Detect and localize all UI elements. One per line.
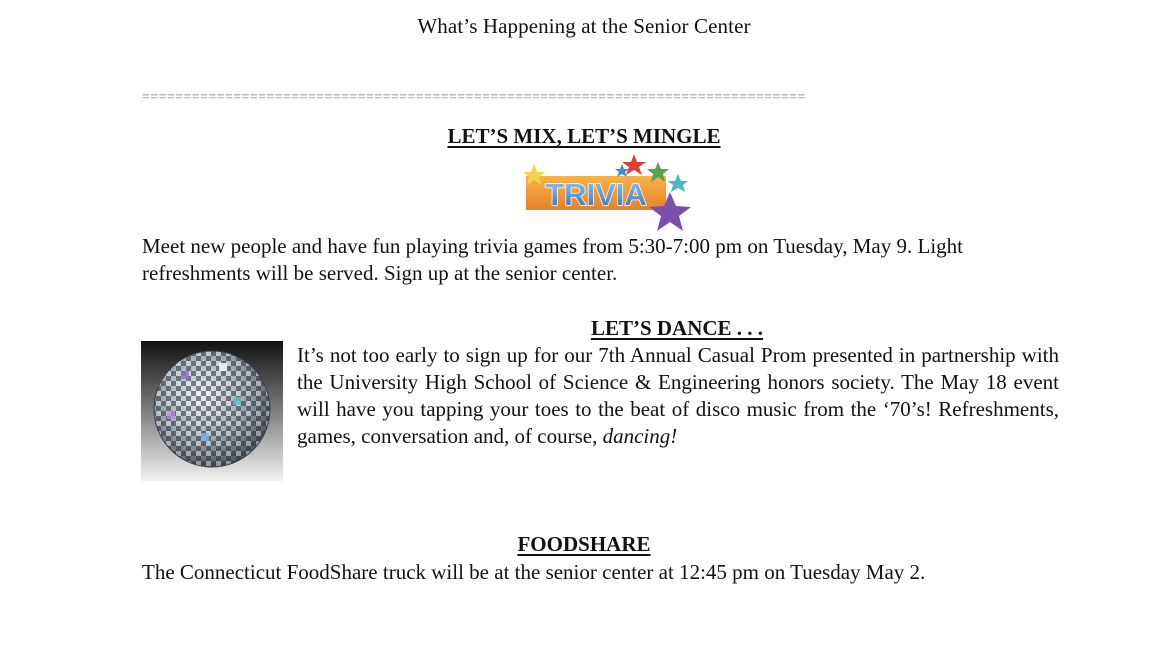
- star-teal-icon: [668, 174, 688, 192]
- trivia-logo-text: TRIVIA: [545, 177, 647, 212]
- star-blue-icon: [615, 164, 629, 177]
- dance-body-text: It’s not too early to sign up for our 7th Annual Casual Prom presented in partnership with the University High School of Science & Engineering honors society. The May 18 event will have you tapping your toes to the beat of disco music from the ‘70’s! Refreshments, games, conversation and, of course,: [297, 343, 1059, 448]
- mix-section-heading: LET’S MIX, LET’S MINGLE: [447, 124, 721, 148]
- dance-section-heading: LET’S DANCE . . .: [590, 316, 764, 340]
- foodshare-section-body: The Connecticut FoodShare truck will be at the senior center at 12:45 pm on Tuesday May 2.: [142, 560, 926, 584]
- dance-section-body: [297, 342, 1059, 450]
- trivia-logo-image: [518, 152, 696, 234]
- section-divider: ================================================================================: [142, 92, 806, 104]
- mix-section-body: Meet new people and have fun playing trivia games from 5:30-7:00 pm on Tuesday, May 9. Light refreshments will be served. Sign up at the senior center.: [142, 234, 963, 285]
- star-red-icon: [622, 154, 646, 175]
- dance-body-emphasis: dancing!: [602, 424, 678, 448]
- foodshare-section-heading: FOODSHARE: [517, 532, 651, 556]
- disco-ball-image: [141, 341, 283, 481]
- page-title: What’s Happening at the Senior Center: [417, 14, 751, 38]
